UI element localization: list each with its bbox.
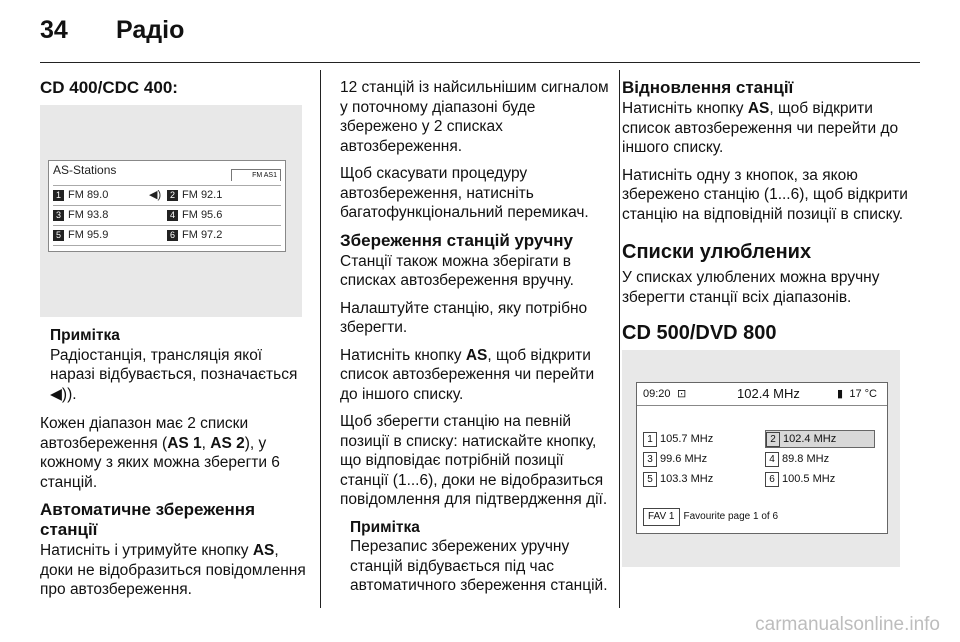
heading-restore: Відновлення станції [622, 78, 794, 97]
page-title: Радіо [116, 16, 185, 44]
heading-auto-store: Автоматичне збереження станції [40, 500, 255, 539]
phone-icon: ▮ [837, 388, 844, 400]
paragraph-store-position: Щоб зберегти станцію на певній позиції в списку: натискайте кнопку, що відповідає потрібній позиції станції (1...6), доки не відобразиться повідомлення для підтвердження дії. [340, 413, 608, 508]
fav-preset-6 [765, 471, 835, 487]
heading-manual-store: Збереження станцій уручну [340, 230, 573, 250]
watermark: carmanualsonline.info [755, 614, 940, 635]
screen-tab: FM AS1 [231, 169, 281, 181]
radio-icon: ⊡ [677, 388, 687, 400]
status-bar [637, 383, 887, 406]
preset-label: FM 93.8 [68, 209, 109, 221]
preset-number: 2 [167, 190, 178, 201]
page-header [40, 16, 920, 46]
paragraph-manual: Станції також можна зберігати в списках автозбереження вручну. [340, 252, 574, 289]
paragraph-lists: Кожен діапазон має 2 списки автозбереження (AS 1, AS 2), у кожному з яких можна зберегти 6 станцій. [40, 415, 280, 491]
column-3 [622, 78, 912, 349]
preset-4 [167, 206, 222, 224]
speaker-icon: ◀) [149, 189, 162, 201]
current-frequency: 102.4 MHz [737, 386, 800, 401]
fav-preset-3 [643, 451, 707, 467]
preset-2 [167, 186, 222, 204]
as-stations-screen [40, 105, 302, 317]
preset-1 [53, 186, 162, 204]
preset-number: 1 [643, 432, 657, 447]
preset-6 [167, 226, 222, 244]
favourites-footer [643, 508, 778, 526]
fav-preset-4 [765, 451, 829, 467]
note-title: Примітка [350, 518, 420, 536]
favourites-screen [622, 350, 900, 567]
paragraph-restore: Натисніть кнопку AS, щоб відкрити список автозбереження чи перейти до іншого списку. [622, 100, 899, 156]
preset-3 [53, 206, 108, 224]
heading-favourites: Списки улюблених [622, 241, 812, 263]
fav-page-text: Favourite page 1 of 6 [683, 511, 779, 522]
preset-number: 4 [167, 210, 178, 221]
note-current-station [50, 326, 308, 404]
preset-number: 3 [53, 210, 64, 221]
preset-label: 89.8 MHz [782, 453, 830, 465]
screen-title: AS-Stations [53, 163, 117, 177]
preset-label: 100.5 MHz [782, 473, 836, 485]
preset-number: 4 [765, 452, 779, 467]
column-divider-2 [619, 70, 620, 608]
temperature: 17 °C [849, 388, 877, 400]
note-text: Перезапис збережених уручну станцій відбувається під час автоматичного збереження станцій. [350, 538, 608, 594]
note-overwrite [350, 518, 612, 596]
preset-number: 5 [53, 230, 64, 241]
preset-number: 3 [643, 452, 657, 467]
model-heading-cd400: CD 400/CDC 400: [40, 78, 178, 97]
column-divider-1 [320, 70, 321, 608]
paragraph-press-as: Натисніть кнопку AS, щоб відкрити список автозбереження чи перейти до іншого списку. [340, 346, 595, 403]
paragraph-cancel: Щоб скасувати процедуру автозбереження, натисніть багатофункціональний перемикач. [340, 165, 589, 221]
favourites-display [636, 382, 888, 534]
preset-number: 1 [53, 190, 64, 201]
preset-label: FM 95.6 [182, 209, 223, 221]
paragraph-favourites: У списках улюблених можна вручну зберегти станції всіх діапазонів. [622, 269, 880, 306]
preset-label: FM 92.1 [182, 189, 223, 201]
as-stations-display [48, 160, 286, 252]
paragraph-auto-store: Натисніть і утримуйте кнопку AS, доки не відобразиться повідомлення про автозбереження. [40, 542, 306, 598]
header-rule [40, 62, 920, 63]
fav-preset-2 [765, 430, 875, 448]
preset-label: 103.3 MHz [660, 473, 714, 485]
preset-label: FM 97.2 [182, 229, 223, 241]
preset-label: 99.6 MHz [660, 453, 708, 465]
fav-page-button: FAV 1 [643, 508, 680, 526]
note-text: Радіостанція, трансляція якої наразі відбувається, позначається ◀︎)). [50, 346, 298, 403]
paragraph-restore-press: Натисніть одну з кнопок, за якою збережено станцію (1...6), щоб відкрити станцію на відповідній позиції в списку. [622, 166, 908, 223]
preset-number: 6 [765, 472, 779, 487]
fav-preset-5 [643, 471, 713, 487]
column-1 [40, 78, 310, 99]
page-number: 34 [40, 16, 68, 44]
column-1-text [40, 326, 308, 608]
preset-label: 102.4 MHz [783, 433, 837, 445]
preset-5 [53, 226, 108, 244]
paragraph-12-stations: 12 станцій із найсильнішим сигналом у поточному діапазоні буде збережено у 2 списках автозбереження. [340, 79, 609, 155]
preset-number: 6 [167, 230, 178, 241]
model-heading-cd500: CD 500/DVD 800 [622, 322, 777, 344]
clock: 09:20 [643, 388, 671, 400]
preset-label: 105.7 MHz [660, 433, 714, 445]
preset-number: 2 [766, 432, 780, 447]
note-title: Примітка [50, 327, 120, 344]
preset-label: FM 95.9 [68, 229, 109, 241]
column-2 [340, 78, 612, 596]
preset-number: 5 [643, 472, 657, 487]
grid-line [53, 245, 281, 246]
fav-preset-1 [643, 431, 713, 447]
paragraph-tune: Налаштуйте станцію, яку потрібно зберегти. [340, 299, 588, 336]
preset-label: FM 89.0 [68, 189, 109, 201]
